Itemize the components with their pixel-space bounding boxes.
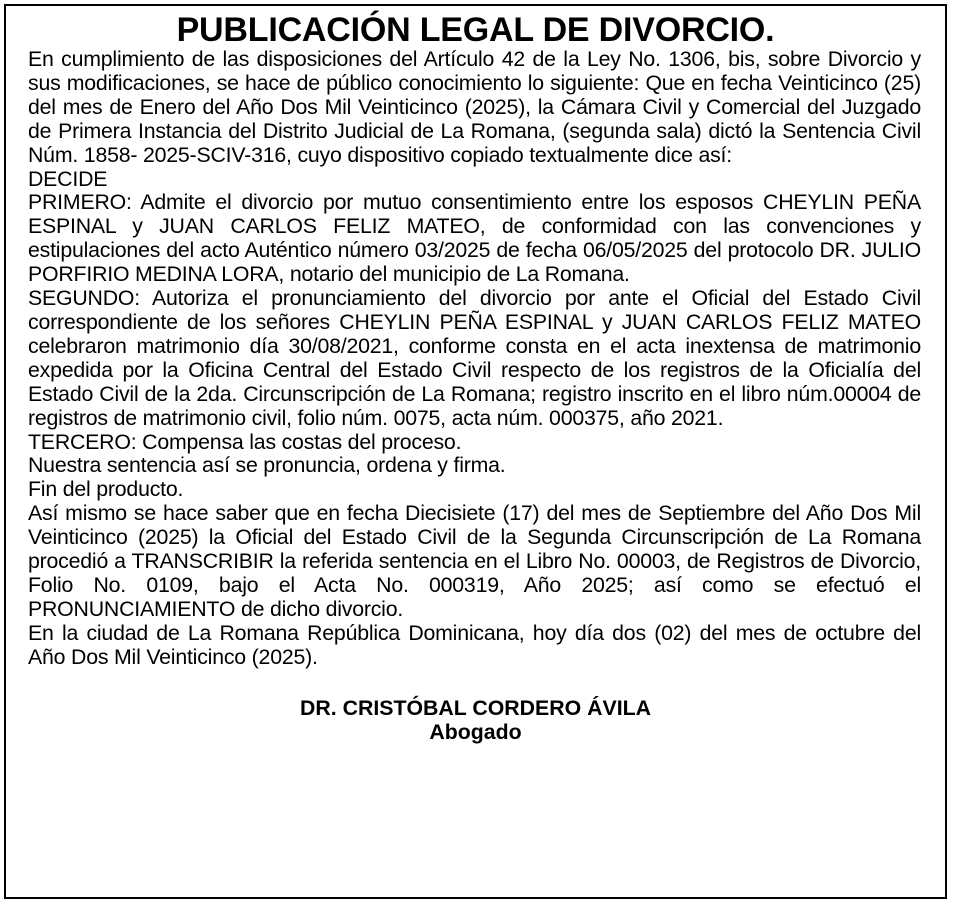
tercero-paragraph: TERCERO: Compensa las costas del proceso. [28,429,462,454]
notice-title: PUBLICACIÓN LEGAL DE DIVORCIO. [176,11,775,49]
segundo-paragraph: SEGUNDO: Autoriza el pronunciamiento del divorcio por ante el Oficial del Estado Civil correspondiente de los señores CHEYLIN PEÑA ESPINAL y JUAN CARLOS FELIZ MATEO celebraron matrimonio día 30/08/2021, conforme consta en el acta inextensa de matrimonio expedida por la Oficina Central del Estado Civil respecto de los registros de la Oficialía del Estado Civil de la 2da. Circunscripción de La Romana; registro inscrito en el libro núm.00004 de registros de matrimonio civil, folio núm. 0075, acta núm. 000375, año 2021. [28,286,921,430]
place-date-paragraph: En la ciudad de La Romana República Dominicana, hoy día dos (02) del mes de octubre del Año Dos Mil Veinticinco (2025). [28,620,921,669]
end-of-product: Fin del producto. [28,477,184,502]
transcription-paragraph: Así mismo se hace saber que en fecha Diecisiete (17) del mes de Septiembre del Año Dos Mil Veinticinco (2025) la Oficial del Estado Civil de la Segunda Circunscripción de La Romana procedió a TRANSCRIBIR la referida sentencia en el Libro No. 00003, de Registros de Divorcio, Folio No. 0109, bajo el Acta No. 000319, Año 2025; así como se efectuó el PRONUNCIAMIENTO de dicho divorcio. [28,501,921,621]
signature-block [6,696,945,744]
sentence-closing: Nuestra sentencia así se pronuncia, ordena y firma. [28,453,506,478]
intro-paragraph: En cumplimiento de las disposiciones del Artículo 42 de la Ley No. 1306, bis, sobre Divorcio y sus modificaciones, se hace de público conocimiento lo siguiente: Que en fecha Veinticinco (25) del mes de Enero del Año Dos Mil Veinticinco (2025), la Cámara Civil y Comercial del Juzgado de Primera Instancia del Distrito Judicial de La Romana, (segunda sala) dictó la Sentencia Civil Núm. 1858- 2025-SCIV-316, cuyo dispositivo copiado textualmente dice así: [28,47,921,167]
notice-body [6,48,945,670]
legal-notice [4,4,947,899]
primero-paragraph: PRIMERO: Admite el divorcio por mutuo consentimiento entre los esposos CHEYLIN PEÑA ESPINAL y JUAN CARLOS FELIZ MATEO, de conformidad con las convenciones y estipulaciones del acto Auténtico número 03/2025 de fecha 06/05/2025 del protocolo DR. JULIO PORFIRIO MEDINA LORA, notario del municipio de La Romana. [28,190,921,287]
decide-heading: DECIDE [28,166,108,191]
signer-role: Abogado [429,719,522,744]
signer-name: DR. CRISTÓBAL CORDERO ÁVILA [299,695,651,720]
